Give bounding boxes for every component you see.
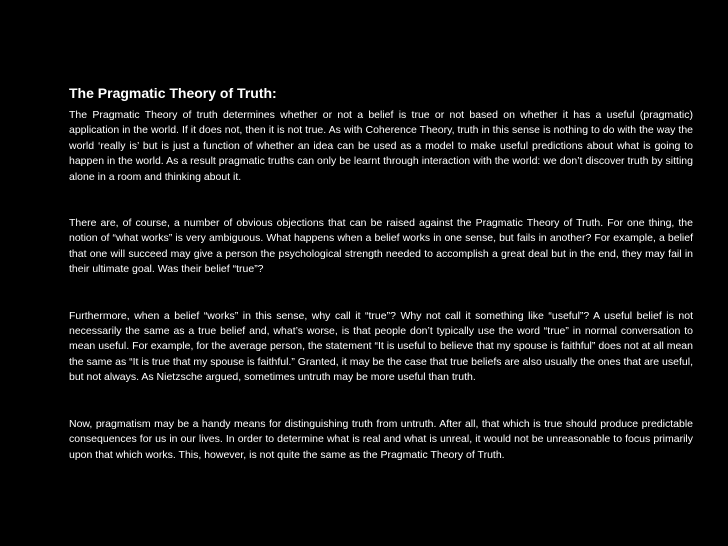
- paragraph-objections: There are, of course, a number of obvious objections that can be raised against the Pragmatic Theory of Truth. For one thing, the notion of “what works” is very ambiguous. What happens when a belief works in one sense, but fails in another? For example, a belief that one will succeed may give a person the psychological strength needed to accomplish a great deal but in the end, they may fail in their ultimate goal. Was their belief “true”?: [69, 217, 693, 276]
- paragraph-conclusion: Now, pragmatism may be a handy means for distinguishing truth from untruth. After all, that which is true should produce predictable consequences for us in our lives. In order to determine what is real and what is unreal, it would not be unreasonable to focus primarily upon that which works. This, however, is not quite the same as the Pragmatic Theory of Truth.: [69, 417, 693, 461]
- paragraph-definition: The Pragmatic Theory of truth determines whether or not a belief is true or not based on whether it has a useful (pragmatic) application in the world. If it does not, then it is not true. As with Coherence Theory, truth in this sense is nothing to do with the way the world ‘really is’ but is just a function of whether an idea can be used as a model to make useful predictions about what is going to happen in the world. As a result pragmatic truths can only be learnt through interaction with the world: we don’t discover truth by sitting alone in a room and thinking about it.: [69, 109, 693, 183]
- paragraph-usefulness-vs-truth: Furthermore, when a belief “works” in this sense, why call it “true”? Why not call it something like “useful”? A useful belief is not necessarily the same as a true belief and, what’s worse, is that people don’t typically use the word “true” in normal conversation to mean useful. For example, for the average person, the statement “It is useful to believe that my spouse is faithful” does not at all mean the same as “It is true that my spouse is faithful.” Granted, it may be the case that true beliefs are also usually the ones that are useful, but not always. As Nietzsche argued, sometimes untruth may be more useful than truth.: [69, 309, 693, 384]
- slide-title: The Pragmatic Theory of Truth:: [69, 85, 277, 101]
- slide-content: [69, 84, 693, 463]
